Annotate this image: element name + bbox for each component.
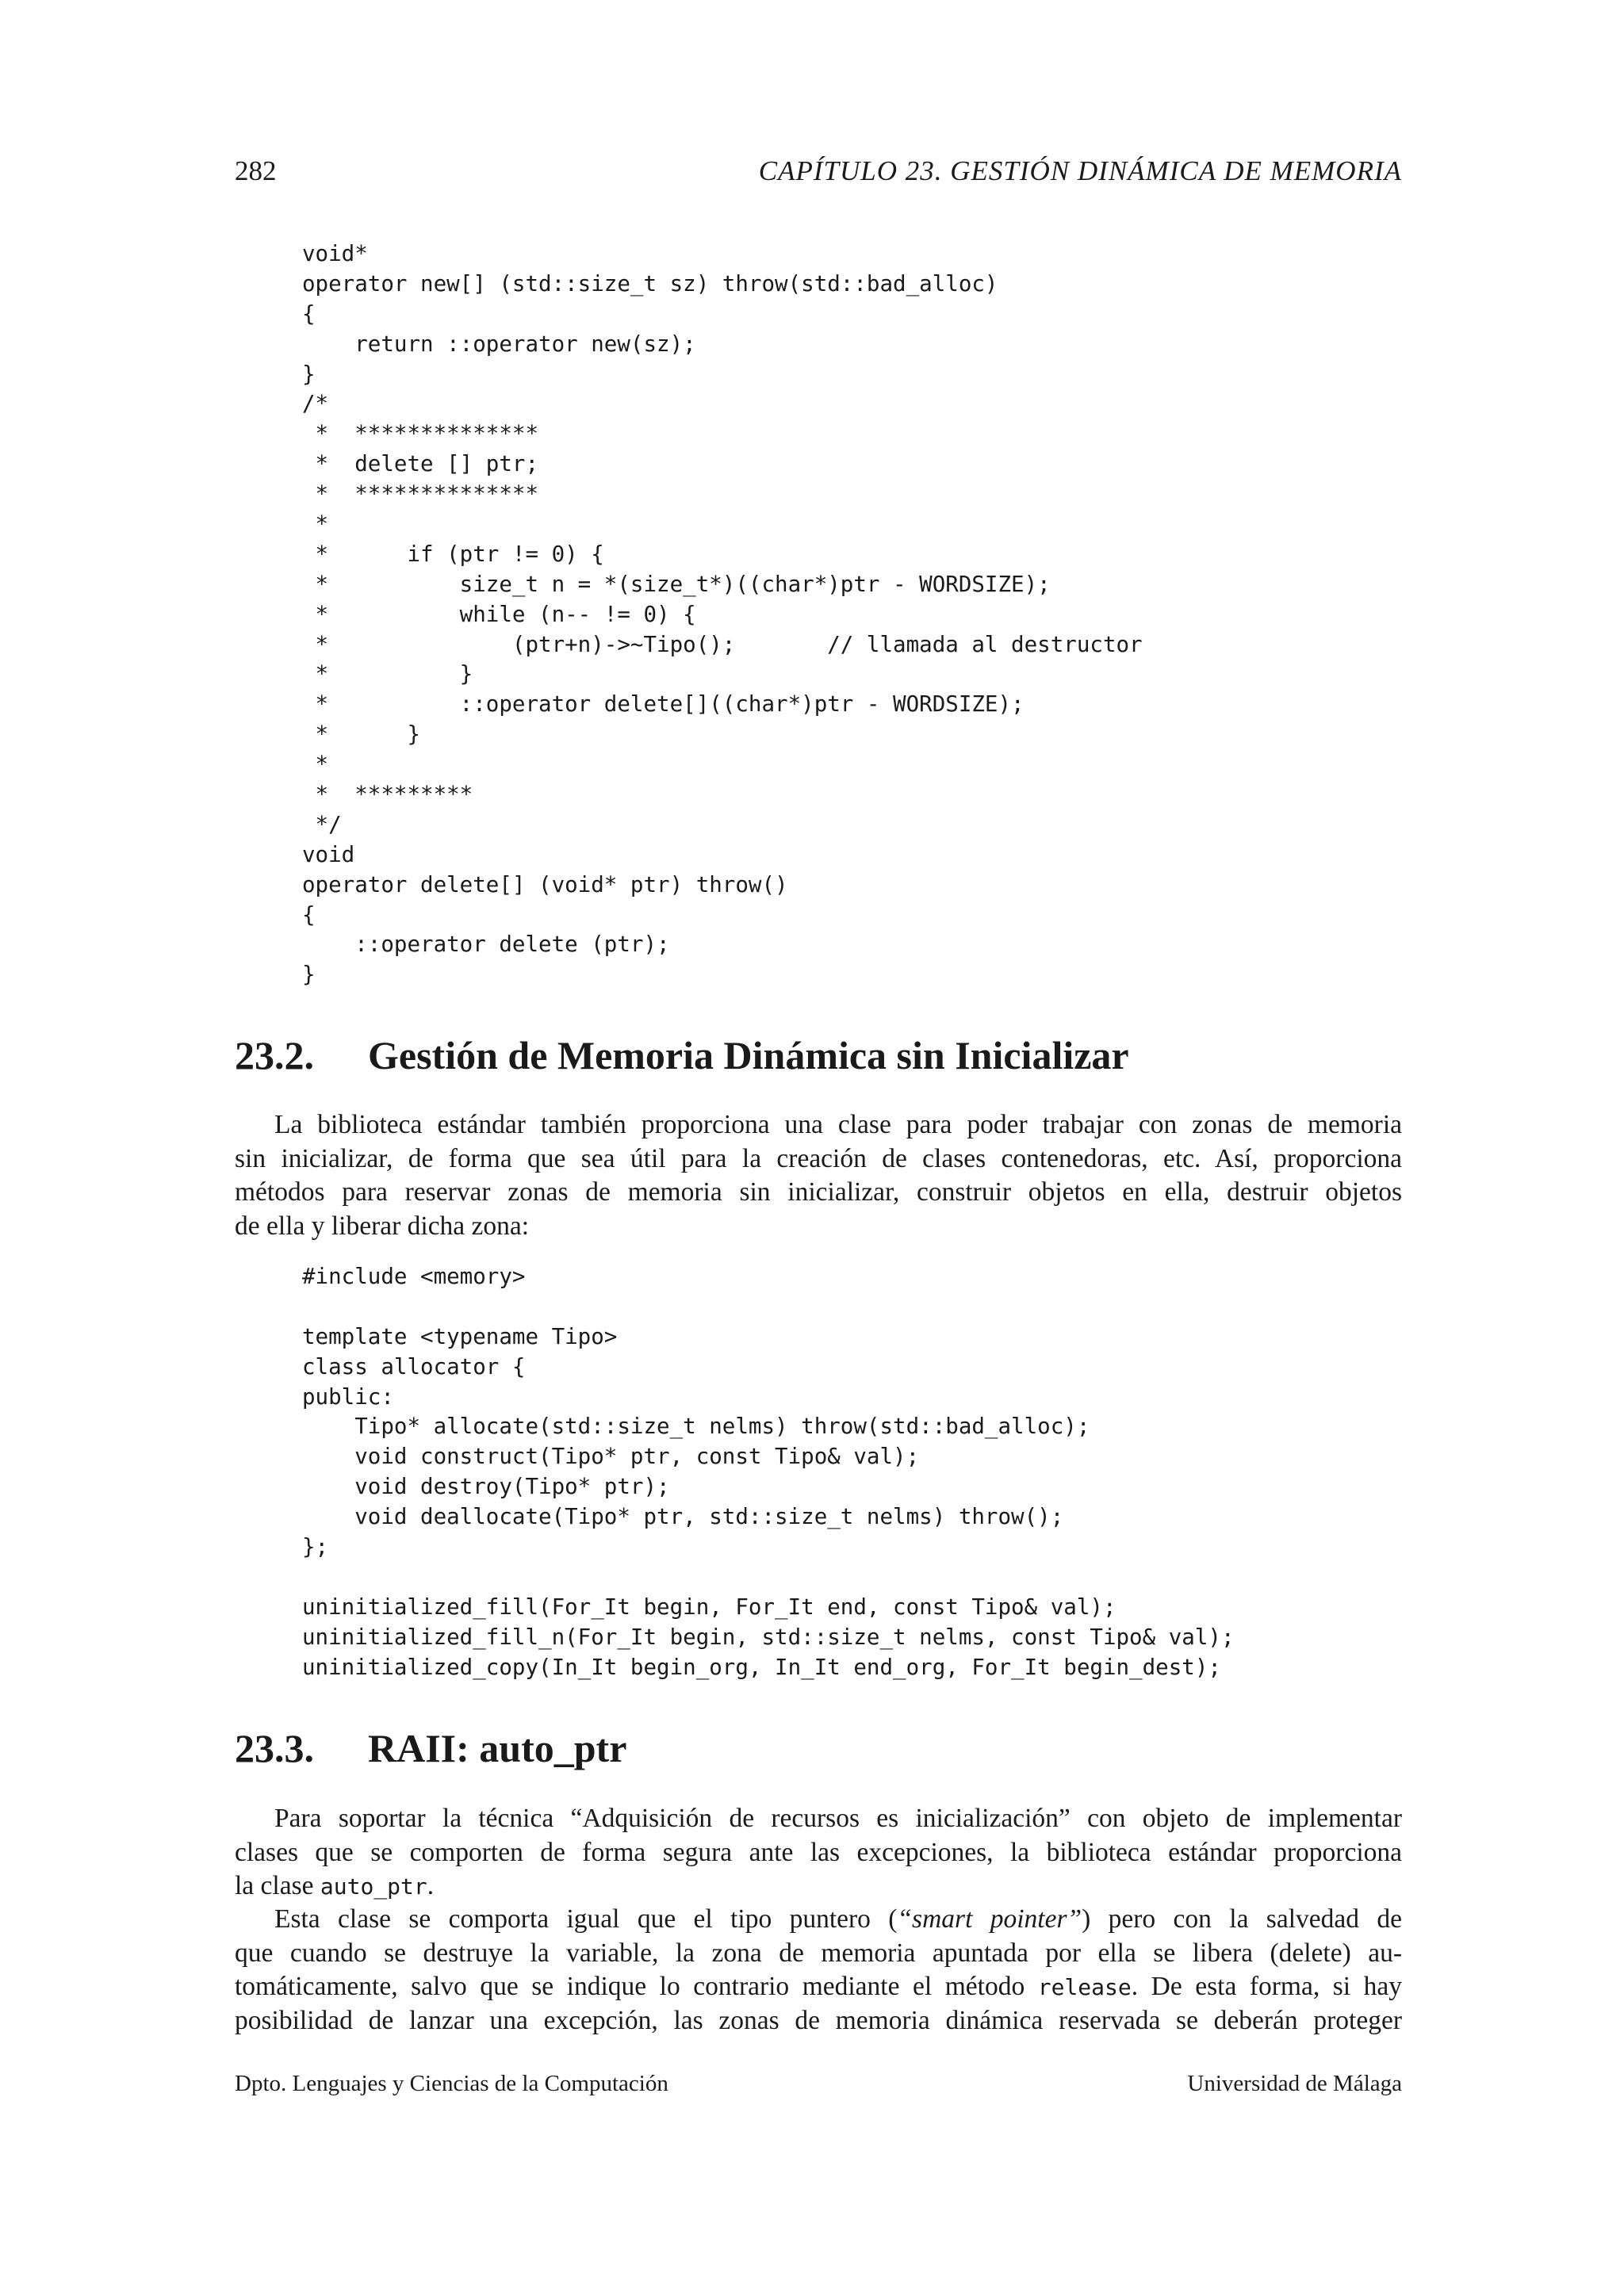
section-number: 23.3. [235,1726,314,1770]
code-line: void construct(Tipo* ptr, const Tipo& val); [302,1444,920,1470]
code-line: void deallocate(Tipo* ptr, std::size_t nelms) throw(); [302,1504,1064,1530]
paragraph-line [235,1903,1402,1937]
code-line: ::operator delete (ptr); [302,932,670,958]
paragraph-line [235,1869,1402,1904]
text-run: Esta clase se comporta igual que el tipo puntero ( [274,1904,898,1934]
footer-department: Dpto. Lenguajes y Ciencias de la Computación [235,2071,668,2096]
text-run: ) pero con la salvedad de [1082,1904,1402,1934]
code-line: #include <memory> [302,1264,526,1289]
paragraph-line: métodos para reservar zonas de memoria sin inicializar, construir objetos en ella, destruir objetos [235,1177,1402,1207]
chapter-title: CAPÍTULO 23. GESTIÓN DINÁMICA DE MEMORIA [758,155,1402,186]
code-line: { [302,300,316,327]
code-line: * } [302,661,473,687]
code-line: } [302,962,316,988]
section-title: Gestión de Memoria Dinámica sin Inicializar [368,1033,1129,1077]
code-line: public: [302,1383,394,1410]
section-heading-23-3 [235,1725,1402,1771]
code-line: uninitialized_fill(For_It begin, For_It end, const Tipo& val); [302,1594,1116,1620]
paragraph-line [235,1970,1402,2004]
code-line [302,1292,1235,1322]
code-line: * ************** [302,421,539,447]
code-line: return ::operator new(sz); [302,331,696,357]
paragraph-allocator-intro [235,1108,1402,1243]
code-line: { [302,901,316,928]
code-line: * ************** [302,481,539,507]
running-header [235,155,1402,195]
inline-code: release [1037,1974,1132,2000]
section-title: RAII: auto_ptr [368,1726,627,1770]
section-number: 23.2. [235,1033,314,1077]
paragraph-line: que cuando se destruye la variable, la zona de memoria apuntada por ella se libera (delete) au- [235,1938,1402,1968]
code-block-allocator [302,1262,1235,1682]
footer-university: Universidad de Málaga [1187,2071,1402,2096]
code-line: uninitialized_copy(In_It begin_org, In_It end_org, For_It begin_dest); [302,1654,1221,1680]
code-line: * delete [] ptr; [302,451,539,477]
code-line: * size_t n = *(size_t*)((char*)ptr - WORDSIZE); [302,571,1051,597]
code-line: void destroy(Tipo* ptr); [302,1474,670,1500]
paragraph-line: Para soportar la técnica “Adquisición de recursos es inicialización” con objeto de implementar [274,1804,1402,1833]
code-line: } [302,361,316,387]
code-line: * ********* [302,782,473,808]
code-line: operator new[] (std::size_t sz) throw(std::bad_alloc) [302,270,998,297]
code-line: template <typename Tipo> [302,1323,618,1349]
paragraph-raii-intro [235,1802,1402,1904]
page-footer [235,2071,1402,2103]
code-line: * ::operator delete[]((char*)ptr - WORDSIZE); [302,691,1025,718]
text-run: . De esta forma, si hay [1131,1972,1402,2001]
paragraph-line: de ella y liberar dicha zona: [235,1211,530,1241]
text-run: la clase [235,1871,320,1900]
section-heading-23-2 [235,1032,1402,1078]
code-line [302,1563,1235,1593]
paragraph-line: sin inicializar, de forma que sea útil para la creación de clases contenedoras, etc. Así, proporciona [235,1143,1402,1173]
code-line: * [302,511,329,538]
code-line: * } [302,721,421,748]
text-run: . [427,1871,435,1900]
inline-code: auto_ptr [320,1873,427,1900]
code-line: /* [302,391,329,417]
paragraph-line: La biblioteca estándar también proporciona una clase para poder trabajar con zonas de memoria [274,1110,1402,1139]
italic-term: “smart pointer” [897,1904,1082,1934]
paragraph-auto-ptr-behavior [235,1903,1402,2038]
paragraph-line: posibilidad de lanzar una excepción, las zonas de memoria dinámica reservada se deberán proteger [235,2005,1402,2035]
code-line: operator delete[] (void* ptr) throw() [302,871,788,897]
paragraph-line: clases que se comporten de forma segura ante las excepciones, la biblioteca estándar proporciona [235,1837,1402,1867]
code-line: Tipo* allocate(std::size_t nelms) throw(std::bad_alloc); [302,1414,1090,1440]
code-line: }; [302,1534,329,1560]
code-line: class allocator { [302,1353,526,1380]
code-block-operator-new-delete [302,239,1143,990]
code-line: * if (ptr != 0) { [302,541,604,567]
code-line: uninitialized_fill_n(For_It begin, std::size_t nelms, const Tipo& val); [302,1624,1235,1650]
page-number: 282 [235,155,277,186]
code-line: void [302,841,355,867]
code-line: void* [302,241,368,266]
code-line: * (ptr+n)->~Tipo(); // llamada al destructor [302,631,1143,657]
code-line: */ [302,811,342,837]
code-line: * [302,752,329,778]
text-run: tomáticamente, salvo que se indique lo contrario mediante el método [235,1972,1038,2001]
code-line: * while (n-- != 0) { [302,601,696,627]
